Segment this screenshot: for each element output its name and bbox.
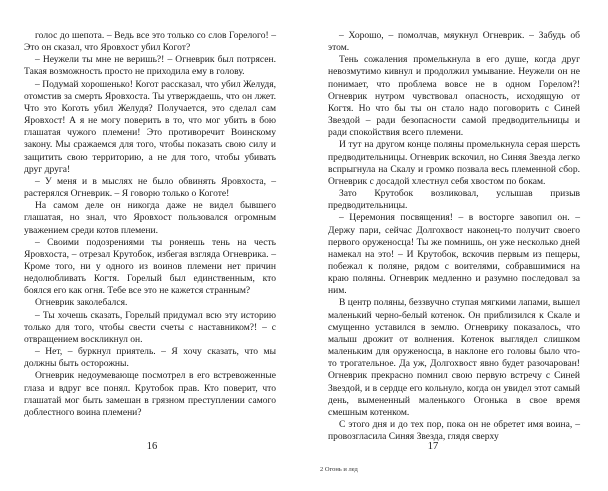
paragraph: – Неужели ты мне не веришь?! – Огневрик был потрясен. Такая возможность просто не приходила ему в голову.	[24, 54, 276, 78]
paragraph: – Своими подозрениями ты роняешь тень на честь Яровхоста, – отрезал Крутобок, избегая взгляда Огневрика. – Кроме того, ни у одного из воинов племени нет причин недолюбливать Когтя. Горелый был единственным, кто боялся его как огня. Тебе все это не кажется странным?	[24, 236, 276, 297]
page-number: 17	[427, 441, 439, 452]
page-number: 16	[146, 441, 158, 452]
left-page-text	[24, 30, 276, 418]
paragraph: – Хорошо, – помолчав, мяукнул Огневрик. – Забудь об этом.	[328, 30, 580, 54]
paragraph: С этого дня и до тех пор, пока он не обретет имя воина, – провозгласила Синяя Звезда, глядя сверху	[328, 419, 580, 443]
paragraph: голос до шепота. – Ведь все это только со слов Горелого! – Это он сказал, что Яровхост убил Когот?	[24, 30, 276, 54]
paragraph: В центр поляны, беззвучно ступая мягкими лапами, вышел маленький черно-белый котенок. Он приблизился к Скале и смущенно уставился в землю. Огневрику показалось, что малыш дрожит от волнения. Котенок выглядел слишком маленьким для оруженосца, в наклоне его головы было что-то трогательное. Да уж, Долгохвост явно будет разочарован! Огневрик прекрасно помнил свою первую встречу с Синей Звездой, и в сердце его кольнуло, когда он увидел этот самый день, вымененный маленького Огонька в свое время смешным котенком.	[328, 297, 580, 418]
paragraph: Тень сожаления промелькнула в его душе, когда друг невозмутимо кивнул и продолжил умывание. Неужели он не понимает, что проблема вовсе не в одном Горелом?! Огневрик нутром чувствовал опасность, исходящую от Когтя. Но что бы ты он стало надо поговорить с Синей Звездой – ради безопасности самой предводительницы и ради спокойствия всего племени.	[328, 54, 580, 139]
paragraph: Зато Крутобок возликовал, услышав призыв предводительницы.	[328, 188, 580, 212]
paragraph: И тут на другом конце поляны промелькнула серая шерсть предводительницы. Огневрик вскочил, но Синяя Звезда легко вспрыгнула на Скалу и громко позвала весь племенной сбор. Огневрик с досадой хлестнул себя хвостом по бокам.	[328, 139, 580, 187]
right-page	[304, 0, 608, 491]
paragraph: Огневрик недоумевающе посмотрел в его встревоженные глаза и вдруг все понял. Крутобок прав. Кто поверит, что глашатай мог быть замешан в грязном преступлении самого доблестного воина племени?	[24, 370, 276, 418]
paragraph: – Ты хочешь сказать, Горелый придумал всю эту историю только для того, чтобы свести счеты с наставником?! – с отвращением воскликнул он.	[24, 309, 276, 345]
paragraph: – У меня и в мыслях не было обвинять Яровхоста, – растерялся Огневрик. – Я говорю только о Коготе!	[24, 175, 276, 200]
paragraph: – Нет, – буркнул приятель. – Я хочу сказать, что мы должны быть осторожны.	[24, 346, 276, 370]
paragraph: На самом деле он никогда даже не видел бывшего глашатая, но знал, что Яровхост пользовался огромным уважением среди котов племени.	[24, 200, 276, 236]
paragraph: – Церемония посвящения! – в восторге завопил он. – Держу пари, сейчас Долгохвост наконец-то получит своего первого оруженосца! Ты же помнишь, он уже несколько дней намекал на это! – И Крутобок, вскочив первым из пещеры, побежал к поляне, рядом с воителями, собравшимися на краю поляны. Огневрик медленно и разумно последовал за ним.	[328, 212, 580, 297]
paragraph: – Подумай хорошенько! Когот рассказал, что убил Желудя, отомстив за смерть Яровхоста. Ты утверждаешь, что он лжет. Что это Коготь убил Желудя? Получается, это сделал сам Яровхост! А я не могу поверить в то, что мог убить в бою глашатая чужого племени! Это противоречит Воинскому закону. Мы сражаемся для того, чтобы показать свою силу и защитить свою территорию, а не для того, чтобы убивать друг друга!	[24, 78, 276, 175]
right-page-text	[328, 30, 580, 443]
running-footer: 2 Огонь и лед	[320, 466, 358, 473]
paragraph: Огневрик заколебался.	[35, 297, 128, 309]
